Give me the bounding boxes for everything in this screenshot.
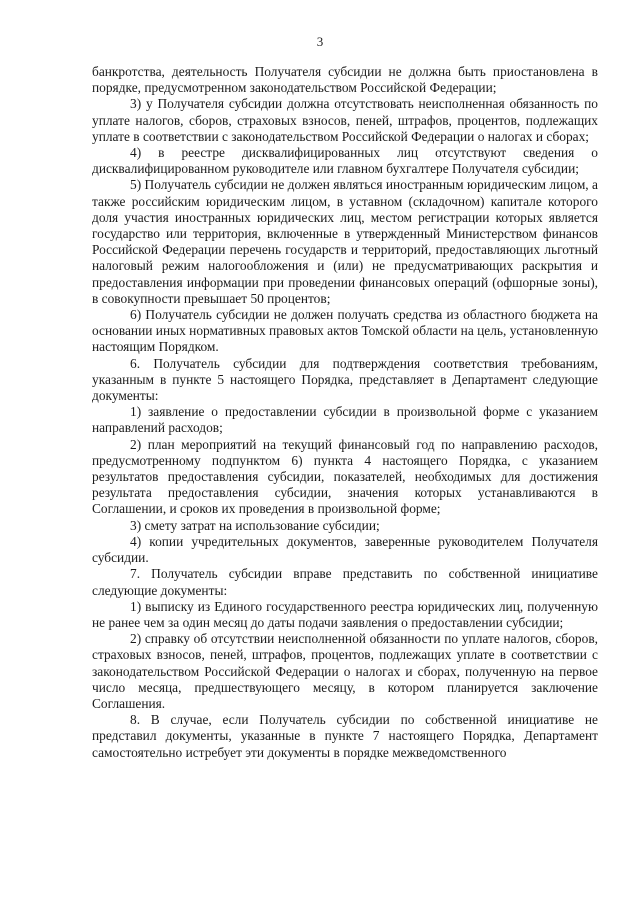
- paragraph-item-3: 3) у Получателя субсидии должна отсутствовать неисполненная обязанность по уплате налогов, сборов, страховых взносов, пеней, штрафов, процентов, подлежащих уплате в соответствии с законодательством Российской Федерации о налогах и сборах;: [92, 96, 598, 144]
- paragraph-section-8: 8. В случае, если Получатель субсидии по собственной инициативе не представил документы, указанные в пункте 7 настоящего Порядка, Департамент самостоятельно истребует эти документы в порядке межведомственного: [92, 712, 598, 760]
- page-number: 3: [316, 34, 324, 49]
- paragraph-item-6: 6) Получатель субсидии не должен получать средства из областного бюджета на основании иных нормативных правовых актов Томской области на цель, установленную настоящим Порядком.: [92, 307, 598, 355]
- paragraph-item-5: 5) Получатель субсидии не должен являться иностранным юридическим лицом, а также российским юридическим лицом, в уставном (складочном) капитале которого доля участия иностранных юридических лиц, местом регистрации которых является государство или территория, включенные в утвержденный Министерством финансов Российской Федерации перечень государств и территорий, предоставляющих льготный налоговый режим налогообложения и (или) не предусматривающих раскрытия и предоставления информации при проведении финансовых операций (офшорные зоны), в совокупности превышает 50 процентов;: [92, 177, 598, 306]
- paragraph-section-7-item-2: 2) справку об отсутствии неисполненной обязанности по уплате налогов, сборов, страховых взносов, пеней, штрафов, процентов, подлежащих уплате в соответствии с законодательством Российской Федерации о налогах и сборах, полученную на первое число месяца, предшествующего месяцу, в котором планируется заключение Соглашения.: [92, 631, 598, 711]
- paragraph-section-6-item-1: 1) заявление о предоставлении субсидии в произвольной форме с указанием направлений расходов;: [92, 404, 598, 436]
- paragraph-section-7: 7. Получатель субсидии вправе представить по собственной инициативе следующие документы:: [92, 566, 598, 598]
- paragraph-section-6-item-4: 4) копии учредительных документов, заверенные руководителем Получателя субсидии.: [92, 533, 598, 566]
- paragraph-item-4: 4) в реестре дисквалифицированных лиц отсутствуют сведения о дисквалифицированном руководителе или главном бухгалтере Получателя субсидии;: [92, 145, 598, 177]
- paragraph-section-6: 6. Получатель субсидии для подтверждения соответствия требованиям, указанным в пункте 5 настоящего Порядка, представляет в Департамент следующие документы:: [92, 355, 598, 404]
- paragraph-section-6-item-3: 3) смету затрат на использование субсидии;: [130, 517, 380, 533]
- document-body: [92, 64, 598, 761]
- paragraph-section-6-item-2: 2) план мероприятий на текущий финансовый год по направлению расходов, предусмотренному подпунктом 6) пункта 4 настоящего Порядка, с указанием результатов предоставления субсидии, показателей, необходимых для достижения результата предоставления субсидии, значения которых устанавливаются в Соглашении, и сроков их проведения в произвольной форме;: [92, 436, 598, 517]
- paragraph-continuation: банкротства, деятельность Получателя субсидии не должна быть приостановлена в порядке, предусмотренном законодательством Российской Федерации;: [92, 64, 598, 96]
- paragraph-section-7-item-1: 1) выписку из Единого государственного реестра юридических лиц, полученную не ранее чем за один месяц до даты подачи заявления о предоставлении субсидии;: [92, 598, 598, 630]
